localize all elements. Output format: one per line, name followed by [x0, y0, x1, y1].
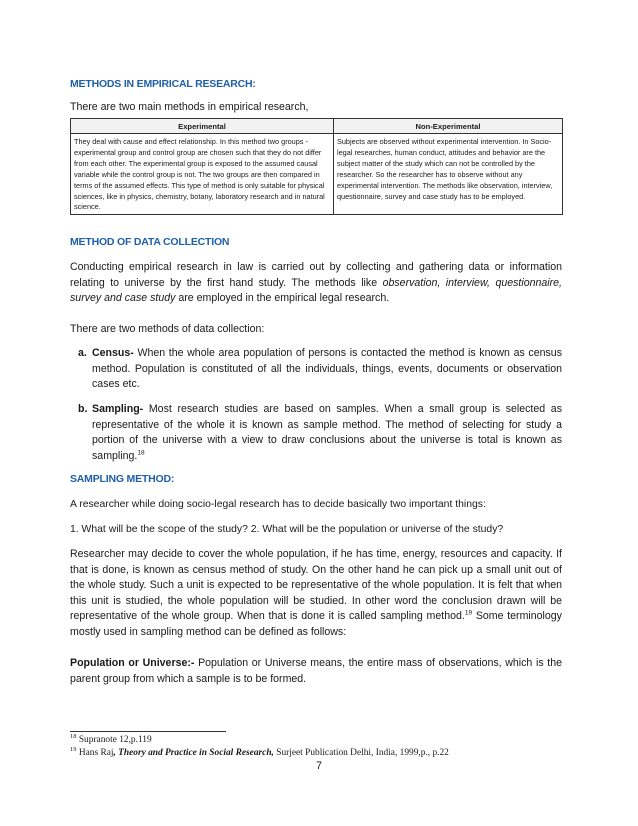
footnote-ref-18[interactable]: 18 [137, 449, 145, 457]
footnote-text: Supranote 12,p.119 [76, 735, 152, 745]
methods-intro: There are two main methods in empirical research, [70, 101, 309, 113]
footnote-publisher: Surjeet Publication Delhi, India, 1999,p., p.22 [273, 748, 449, 758]
list-item-sampling [78, 402, 562, 464]
table-header-non-experimental: Non-Experimental [334, 119, 563, 134]
sampling-text: Most research studies are based on samples. When a small group is selected as representative of the whole it is known as sample method. The method of selecting for study a portion of the universe with a view to draw conclusions about the universe is total is known as sampling. [92, 403, 562, 462]
data-collection-heading: METHOD OF DATA COLLECTION [70, 236, 230, 248]
comparison-table [70, 118, 563, 215]
footnote-divider [70, 731, 226, 732]
data-collection-text-2: are employed in the empirical legal research. [175, 292, 390, 305]
table-cell-non-experimental: Subjects are observed without experimental intervention. In Socio-legal researches, human conduct, attitudes and behavior are the subject matter of the study which can not be controlled by the researcher. So the researcher has to observe without any experimental intervention. The methods like observation, interview, questionnaire, survey and case study has to be employed. [334, 134, 563, 215]
census-text: When the whole area population of persons is contacted the method is known as census method. Population is constituted of all the individuals, things, events, documents or observation cases etc. [92, 347, 562, 391]
table-row [71, 134, 563, 215]
list-item-census [78, 346, 562, 393]
sampling-heading: SAMPLING METHOD: [70, 473, 175, 485]
data-collection-paragraph [70, 260, 562, 307]
sampling-line-1: A researcher while doing socio-legal research has to decide basically two important things: [70, 499, 486, 510]
census-term: Census- [92, 347, 134, 359]
footnote-number: 19 [70, 745, 77, 753]
population-term: Population or Universe:- [70, 657, 195, 669]
table-header-row [71, 119, 563, 134]
researcher-text: Researcher may decide to cover the whole population, if he has time, energy, resources and capacity. If that is done, is known as census method of study. On the other hand he can pick up a small unit out of the whole study. Such a unit is expected to be representative of the whole population. It is felt that when this unit is studied, the whole population will be studied. In other word the conclusion drawn will be representative of the whole group. When that is done it is called sampling method. [70, 548, 562, 623]
list-marker: b. [78, 403, 88, 415]
page-number: 7 [315, 760, 322, 772]
table-cell-experimental: They deal with cause and effect relationship. In this method two groups -experimental group and control group are chosen such that they do not differ from each other. The experimental group is exposed to the assumed causal variable while the control group is not. The two groups are then compared in terms of the assumed effects. This type of method is only suitable for physical sciences, like in physics, chemistry, botany, laboratory research and in natural science. [71, 134, 334, 215]
data-collection-text-1: Conducting empirical research in law is carried out by collecting and gathering data or information relating to universe by the first hand study. The methods like [70, 261, 562, 289]
methods-heading: METHODS IN EMPIRICAL RESEARCH: [70, 78, 256, 90]
footnote-book-title: , Theory and Practice in Social Research, [113, 748, 274, 758]
two-methods-line: There are two methods of data collection: [70, 323, 265, 335]
footnote-ref-19[interactable]: 19 [464, 609, 473, 617]
list-marker: a. [78, 347, 87, 359]
population-paragraph [70, 656, 562, 687]
sampling-line-2: 1. What will be the scope of the study? 2. What will be the population or universe of the study? [70, 524, 504, 535]
data-collection-methods-italic: observation, interview, questionnaire, survey and case study [70, 276, 562, 305]
footnote-author: Hans Raj [76, 748, 114, 758]
footnote-number: 18 [70, 732, 77, 740]
researcher-paragraph [70, 547, 562, 641]
footnote-19 [70, 745, 449, 758]
table-header-experimental: Experimental [71, 119, 334, 134]
researcher-text-tail: Some terminology mostly used in sampling method can be defined as follows: [70, 610, 562, 638]
footnote-18 [70, 732, 152, 745]
sampling-term: Sampling- [92, 403, 144, 415]
population-text: Population or Universe means, the entire mass of observations, which is the parent group from which a sample is to be formed. [70, 657, 562, 685]
